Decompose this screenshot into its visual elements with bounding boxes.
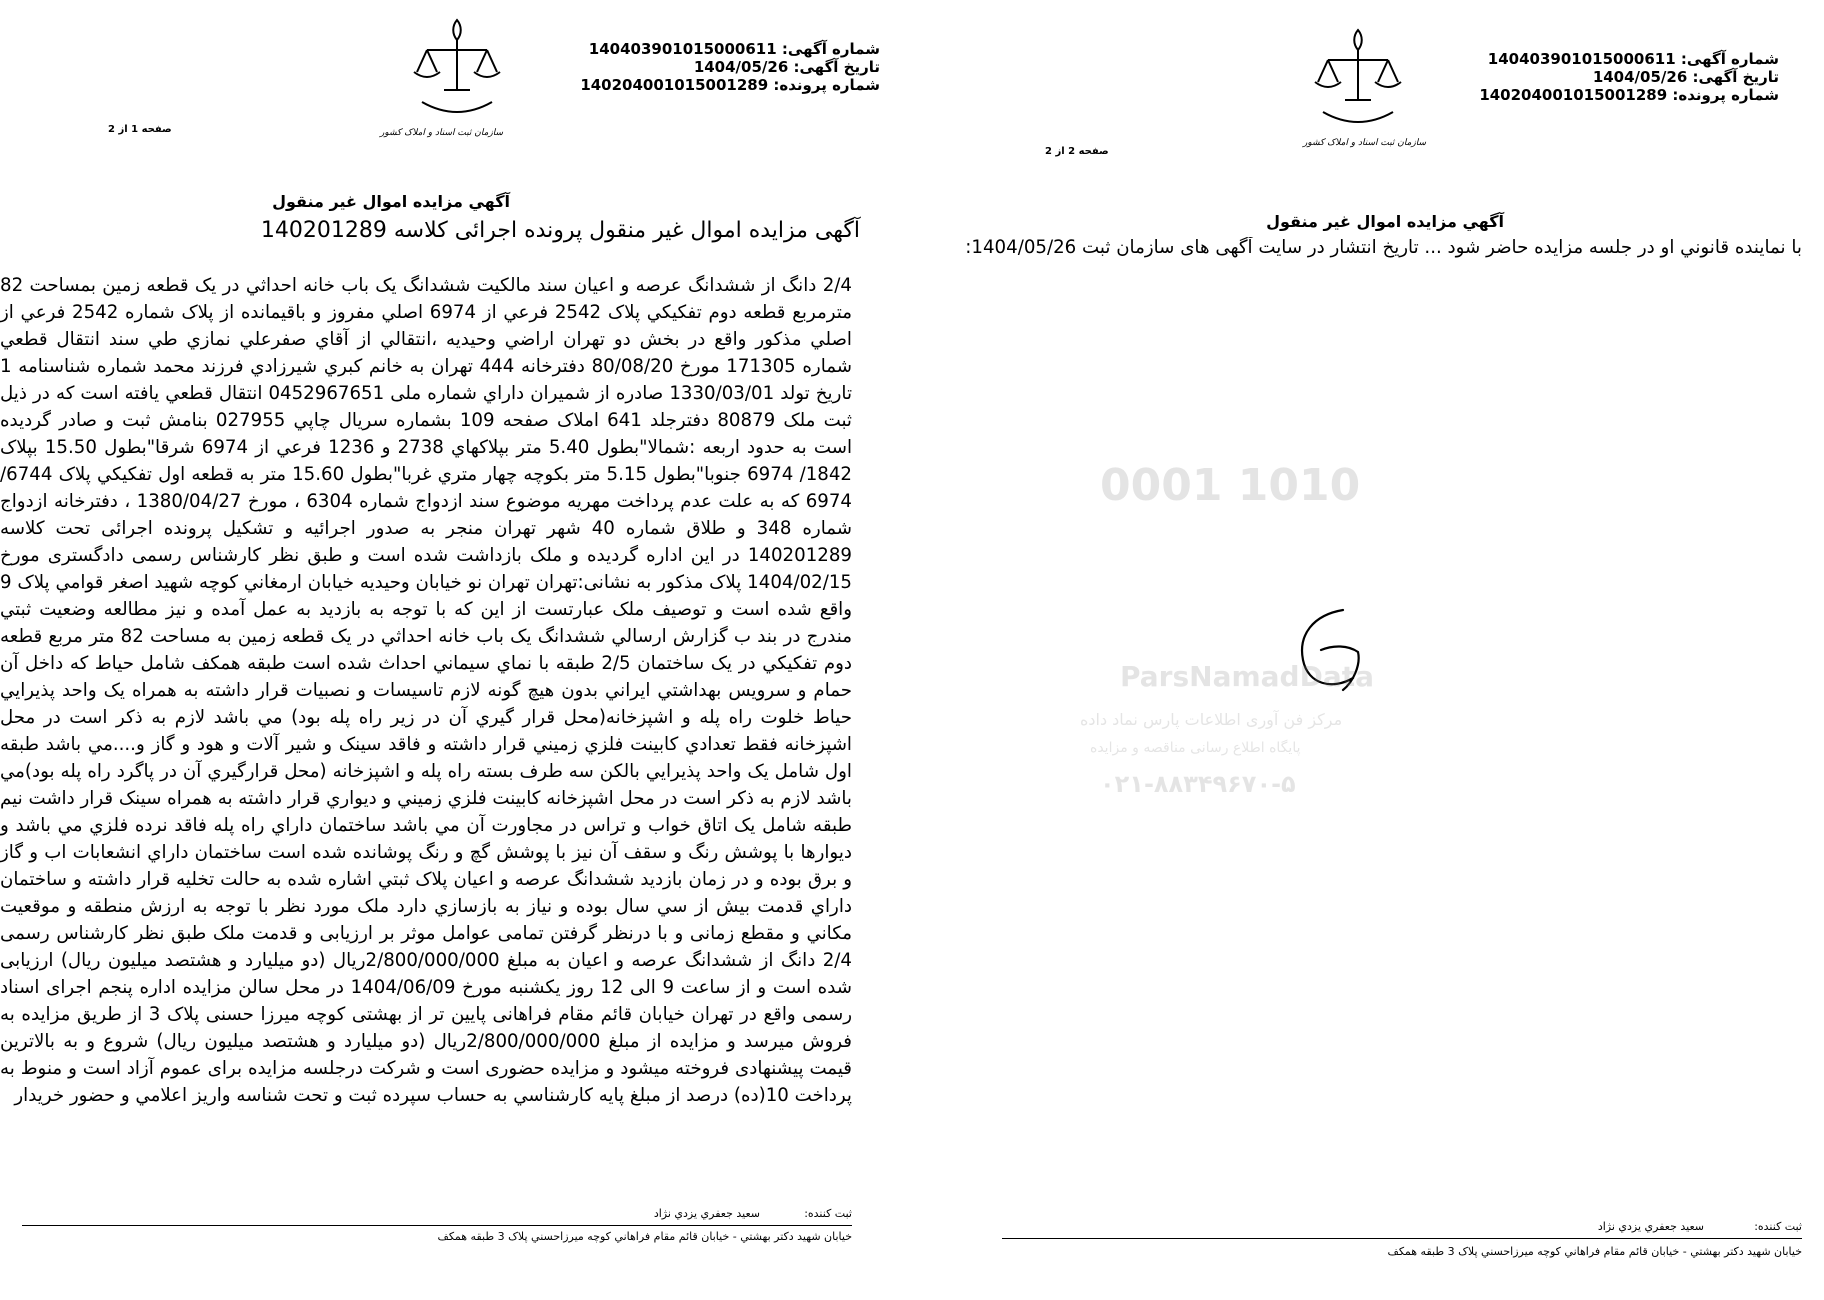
ad-date: تاریخ آگهی: 1404/05/26 [1592,68,1779,86]
registrar-address: خيابان شهيد دكتر بهشتي - خيابان قائم مقام فراهاني كوچه ميرزاحسني پلاک 3 طبقه همكف [437,1230,852,1243]
page1-meta-block [580,40,880,94]
case-number: شماره پرونده: 140204001015001289 [1479,86,1779,104]
page-number: صفحه 1 از 2 [108,124,172,135]
registrar-address: خيابان شهيد دكتر بهشتي - خيابان قائم مقام فراهاني كوچه ميرزاحسني پلاک 3 طبقه همكف [1387,1245,1802,1258]
signature-icon [1273,590,1383,710]
notice-heading: آگهي مزايده اموال غير منقول [272,192,510,211]
watermark-brand: ParsNamadData [1120,660,1374,693]
registrar-label: ثبت کننده: [804,1207,852,1220]
registrar-name: سعيد جعفري يزدي نژاد [653,1207,760,1220]
watermark-caption-2: پایگاه اطلاع رسانی مناقصه و مزایده [1090,740,1301,756]
registrar-name: سعيد جعفري يزدي نژاد [1597,1220,1704,1233]
notice-subheading: آگهی مزایده اموال غیر منقول پرونده اجرائی کلاسه 140201289 [260,218,860,243]
case-number: شماره پرونده: 140204001015001289 [580,76,880,94]
notice-body-text [0,272,852,1220]
watermark-caption-1: مرکز فن آوری اطلاعات پارس نماد داده [1080,710,1343,729]
judiciary-emblem-icon [402,12,512,132]
judiciary-emblem-icon [1303,22,1413,142]
footer-divider [22,1225,852,1226]
registrar-label: ثبت کننده: [1754,1220,1802,1233]
watermark-phone: ۰۲۱-۸۸۳۴۹۶۷۰-۵ [1100,770,1296,798]
ad-number: شماره آگهی: 140403901015000611 [1487,50,1779,68]
footer-divider [1002,1238,1802,1239]
notice-body-text [956,237,1802,553]
watermark-binary: 0001 1010 [1100,460,1361,511]
org-caption: سازمان ثبت اسناد و املاک کشور [1303,138,1427,148]
page-1 [0,0,880,1300]
org-caption: سازمان ثبت اسناد و املاک کشور [380,128,504,138]
body-paragraph: 2/4 دانگ از ششدانگ عرصه و اعيان سند مالكيت ششدانگ يک باب خانه احداثي در يک قطعه زمين بمساحت 82 مترمربع قطعه دوم تفكيكي پلاک 2542 فرعي از 6974 اصلي مفروز و باقيمانده از پلاک شماره 2542 فرعي از اصلي مذكور واقع در بخش دو تهران اراضي وحيديه ،انتقالي از آقاي صفرعلي نمازي طي سند انتقال قطعي شماره 171305 مورخ 80/08/20 دفترخانه 444 تهران به خانم كبري شيرزادي فرزند محمد شماره شناسنامه 1 تاريخ تولد 1330/03/01 صادره از شميران داراي شماره ملی 0452967651 انتقال قطعي يافته است كه در ذيل ثبت ملک 80879 دفترجلد 641 املاک صفحه 109 بشماره سريال چاپي 027955 بنامش ثبت و صادر گرديده است به حدود اربعه :شمالا"بطول 5.40 متر بپلاكهاي 2738 و 1236 فرعي از 6974 شرقا"بطول 15.50 بپلاک 1842/ 6974 جنوبا"بطول 5.15 متر بكوچه چهار متري غربا"بطول 15.60 متر به قطعه اول تفكيكي پلاک 6744/ 6974 كه به علت عدم پرداخت مهريه موضوع سند ازدواج شماره 6304 ، مورخ 1380/04/27 ، دفترخانه ازدواج شماره 348 و طلاق شماره 40 شهر تهران منجر به صدور اجرائيه و تشكيل پرونده اجرائی تحت كلاسه 140201289 در اين اداره گرديده و ملک بازداشت شده است و طبق نظر كارشناس رسمی دادگستری مورخ 1404/02/15 پلاک مذكور به نشانی:تهران تهران نو خيابان وحيديه خيابان ارمغاني كوچه شهيد اصغر قوامي پلاک 9 واقع شده است و توصيف ملک عبارتست از اين كه با توجه به بازديد به عمل آمده و نيز مطالعه وضعيت ثبتي مندرج در بند ب گزارش ارسالي ششدانگ يک باب خانه احداثي در يک قطعه زمين به مساحت 82 متر مربع قطعه دوم تفكيكي در يک ساختمان 2/5 طبقه با نماي سيماني احداث شده است طبقه همكف شامل حياط كه داخل آن حمام و سرويس بهداشتي ايراني بدون هيچ گونه لازم تاسيسات و نصبيات قرار داشته به همراه يک واحد پذيرايي حياط خلوت راه پله و اشپزخانه(محل قرار گيري آن در زير راه پله بود) مي باشد لازم به ذكر است در محل اشپزخانه فقط تعدادي كابينت فلزي زميني قرار داشته و فاقد سينک و شير آلات و هود و گاز و....مي باشد طبقه اول شامل يک واحد پذيرايي بالكن سه طرف بسته راه پله و اشپزخانه (محل قرارگيري آن در پاگرد راه پله بود)مي باشد لازم به ذكر است در محل اشپزخانه كابينت فلزي زميني و ديواري قرار داشته به همراه سينک قرار داشت نيم طبقه شامل يک اتاق خواب و تراس در مجاورت آن مي باشد ساختمان داراي راه پله فاقد نرده فلزي مي باشد و ديوارها با پوشش رنگ و سقف آن نيز با پوشش گچ و رنگ پوشانده شده است ساختمان داراي انشعابات اب و گاز و برق بوده و در زمان بازديد ششدانگ عرصه و اعيان پلاک ثبتي اشاره شده به حالت تخليه قرار داشته و ساختمان داراي قدمت بيش از سي سال بوده و نياز به بازسازي دارد ملک مورد نظر با توجه به ارزش منطقه و موقعيت مكاني و مقطع زمانی و با درنظر گرفتن تمامی عوامل موثر بر ارزيابی و قدمت ملک طبق نظر كارشناس رسمی 2/4 دانگ از ششدانگ عرصه و اعيان به مبلغ 2/800/000/000ريال (دو ميليارد و هشتصد ميليون ريال) ارزيابی شده است و از ساعت 9 الی 12 روز يكشنبه مورخ 1404/06/09 در محل سالن مزايده اداره پنجم اجرای اسناد رسمی واقع در تهران خيابان قائم مقام فراهانی پايين تر از بهشتی كوچه ميرزا حسنی پلاک 3 از طريق مزايده به فروش ميرسد و مزايده از مبلغ 2/800/000/000ريال (دو ميليارد و هشتصد ميليون ريال) شروع و به بالاترين قيمت پيشنهادی فروخته ميشود و مزايده حضوری است و شركت درجلسه مزايده برای عموم آزاد است و منوط به پرداخت 10(ده) درصد از مبلغ پايه كارشناسي به حساب سپرده ثبت و تحت شناسه واريز اعلامي و حضور خريدار [0,275,852,1106]
body-paragraph: با نماينده قانوني او در جلسه مزايده حاضر شود ... تاريخ انتشار در سايت آگهی های سازمان ثبت 1404/05/26: [965,237,1802,258]
ad-number: شماره آگهی: 140403901015000611 [588,40,880,58]
ad-date: تاریخ آگهی: 1404/05/26 [693,58,880,76]
notice-heading: آگهي مزايده اموال غير منقول [1266,212,1504,231]
page-2 [955,0,1824,1300]
page2-meta-block [1479,50,1779,104]
page-number: صفحه 2 از 2 [1045,146,1109,157]
